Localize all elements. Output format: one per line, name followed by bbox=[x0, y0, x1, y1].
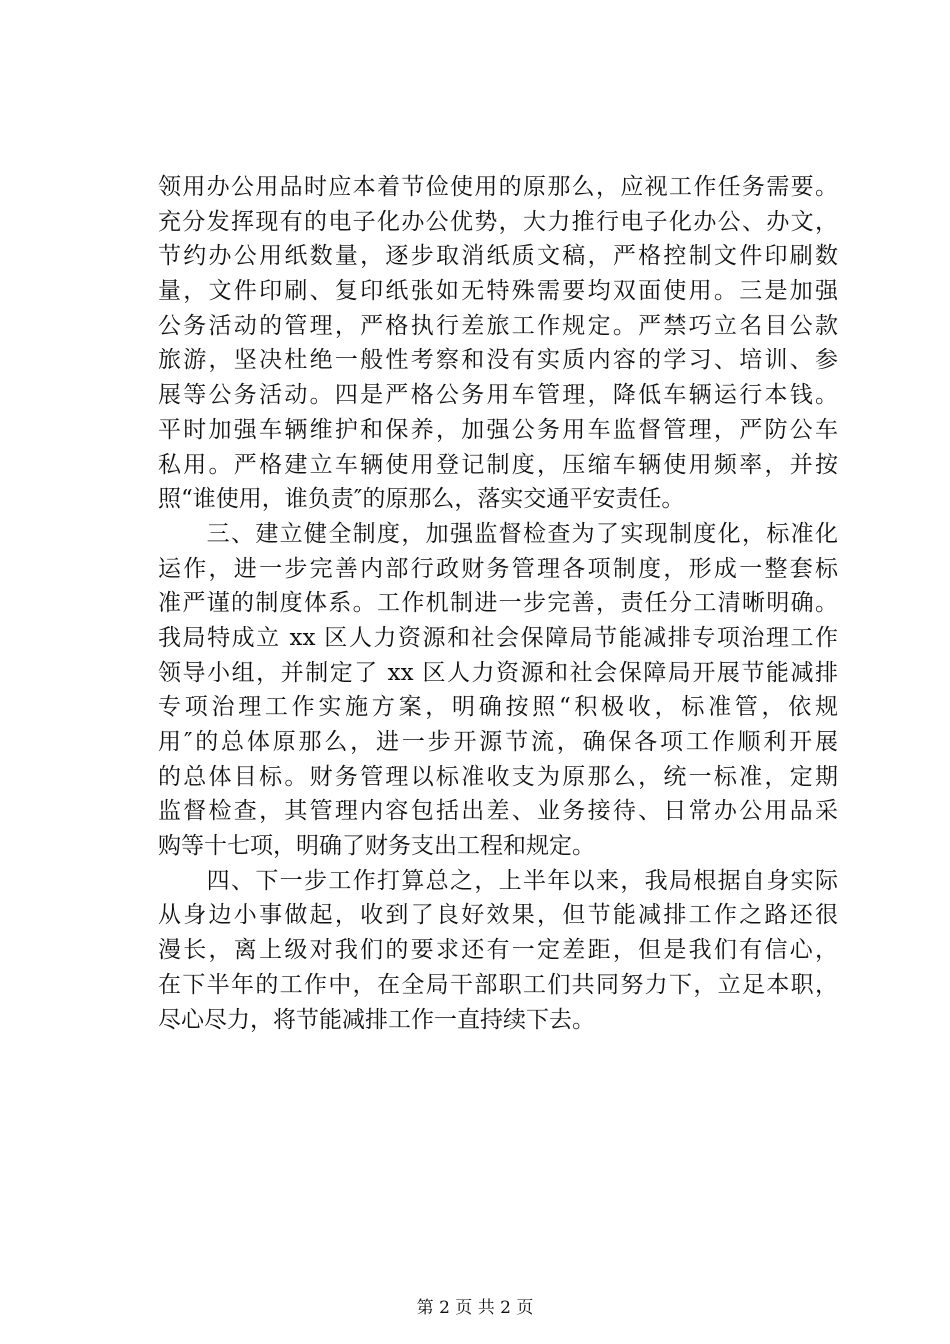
text-line: 量，文件印刷、复印纸张如无特殊需要均双面使用。三是加强 bbox=[158, 278, 838, 305]
paragraph bbox=[158, 864, 838, 1037]
page-number-footer: 第 2 页 共 2 页 bbox=[416, 1298, 534, 1318]
text-line: 节约办公用纸数量，逐步取消纸质文稿，严格控制文件印刷数 bbox=[158, 243, 838, 270]
text-line: 漫长，离上级对我们的要求还有一定差距，但是我们有信心， bbox=[158, 937, 838, 964]
text-line: 购等十七项，明确了财务支出工程和规定。 bbox=[158, 833, 595, 860]
text-line: 从身边小事做起，收到了良好效果，但节能减排工作之路还很 bbox=[158, 902, 838, 929]
text-line: 旅游，坚决杜绝一般性考察和没有实质内容的学习、培训、参 bbox=[158, 347, 838, 374]
text-line: 监督检查，其管理内容包括出差、业务接待、日常办公用品采 bbox=[158, 798, 838, 825]
text-line: 领用办公用品时应本着节俭使用的原那么，应视工作任务需要。 bbox=[158, 174, 838, 200]
text-line: 三、建立健全制度，加强监督检查为了实现制度化，标准化 bbox=[158, 520, 838, 547]
text-line: 公务活动的管理，严格执行差旅工作规定。严禁巧立名目公款 bbox=[158, 312, 838, 339]
text-line: 专项治理工作实施方案，明确按照“积极收，标准管，依规 bbox=[158, 694, 838, 721]
paragraph bbox=[158, 170, 838, 517]
text-line: 领导小组，并制定了 xx 区人力资源和社会保障局开展节能减排 bbox=[158, 659, 838, 686]
text-line: 运作，进一步完善内部行政财务管理各项制度，形成一整套标 bbox=[158, 555, 838, 582]
document-body bbox=[158, 170, 838, 1037]
text-line: 展等公务活动。四是严格公务用车管理，降低车辆运行本钱。 bbox=[158, 382, 838, 409]
text-line: 在下半年的工作中，在全局干部职工们共同努力下，立足本职， bbox=[158, 971, 838, 998]
text-line: 照“谁使用，谁负责″的原那么，落实交通平安责任。 bbox=[158, 486, 685, 513]
text-line: 尽心尽力，将节能减排工作一直持续下去。 bbox=[158, 1006, 595, 1033]
text-line: 我局特成立 xx 区人力资源和社会保障局节能减排专项治理工作 bbox=[158, 624, 838, 651]
text-line: 四、下一步工作打算总之，上半年以来，我局根据自身实际 bbox=[158, 867, 838, 894]
text-line: 充分发挥现有的电子化办公优势，大力推行电子化办公、办文， bbox=[158, 208, 838, 235]
text-line: 平时加强车辆维护和保养，加强公务用车监督管理，严防公车 bbox=[158, 416, 838, 443]
text-line: 用″的总体原那么，进一步开源节流，确保各项工作顺利开展 bbox=[158, 729, 838, 755]
paragraph bbox=[158, 517, 838, 864]
text-line: 的总体目标。财务管理以标准收支为原那么，统一标准，定期 bbox=[158, 763, 838, 790]
text-line: 准严谨的制度体系。工作机制进一步完善，责任分工清晰明确。 bbox=[158, 590, 838, 617]
text-line: 私用。严格建立车辆使用登记制度，压缩车辆使用频率，并按 bbox=[158, 451, 838, 478]
